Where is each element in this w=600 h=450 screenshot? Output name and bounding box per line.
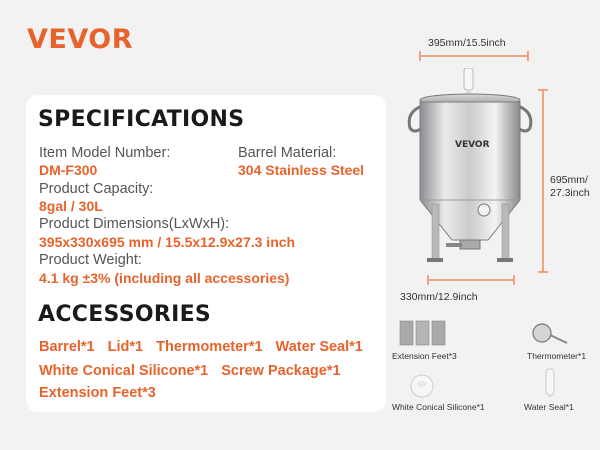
weight-value: 4.1 kg ±3% (including all accessories) (39, 270, 290, 286)
accessory-screw-package: Screw Package*1 (221, 363, 341, 379)
water-seal-image (543, 368, 557, 398)
accessory-lid: Lid*1 (107, 339, 144, 355)
capacity-value: 8gal / 30L (39, 198, 103, 214)
width-dimension-label: 395mm/15.5inch (428, 37, 506, 49)
thermometer-caption: Thermometer*1 (527, 351, 587, 361)
accessory-water-seal: Water Seal*1 (275, 339, 363, 355)
thermometer-image (528, 322, 568, 346)
capacity-label: Product Capacity: (39, 181, 154, 197)
extension-feet-caption: Extension Feet*3 (392, 351, 457, 361)
extension-feet-image (399, 320, 447, 346)
accessory-conical-silicone: White Conical Silicone*1 (39, 363, 209, 379)
model-label: Item Model Number: (39, 145, 171, 161)
accessory-extension-feet: Extension Feet*3 (39, 385, 156, 401)
conical-silicone-image (409, 373, 435, 399)
accessories-heading: ACCESSORIES (38, 302, 212, 327)
material-label: Barrel Material: (238, 145, 337, 161)
water-seal-caption: Water Seal*1 (524, 402, 574, 412)
weight-label: Product Weight: (39, 252, 142, 268)
material-value: 304 Stainless Steel (238, 162, 365, 178)
model-value: DM-F300 (39, 162, 98, 178)
dimensions-label: Product Dimensions(LxWxH): (39, 216, 230, 232)
dimensions-value: 395x330x695 mm / 15.5x12.9x27.3 inch (39, 234, 296, 250)
barrel-logo: VEVOR (455, 140, 490, 150)
height-dimension-mm: 695mm/ (550, 174, 588, 186)
height-dimension-in: 27.3inch (550, 187, 590, 199)
accessory-thermometer: Thermometer*1 (156, 339, 263, 355)
height-dimension-label (550, 174, 590, 200)
base-dimension-label: 330mm/12.9inch (400, 291, 478, 303)
conical-silicone-caption: White Conical Silicone*1 (392, 402, 485, 412)
accessory-barrel: Barrel*1 (39, 339, 95, 355)
specifications-heading: SPECIFICATIONS (38, 107, 245, 132)
brand-logo: VEVOR (27, 24, 134, 55)
